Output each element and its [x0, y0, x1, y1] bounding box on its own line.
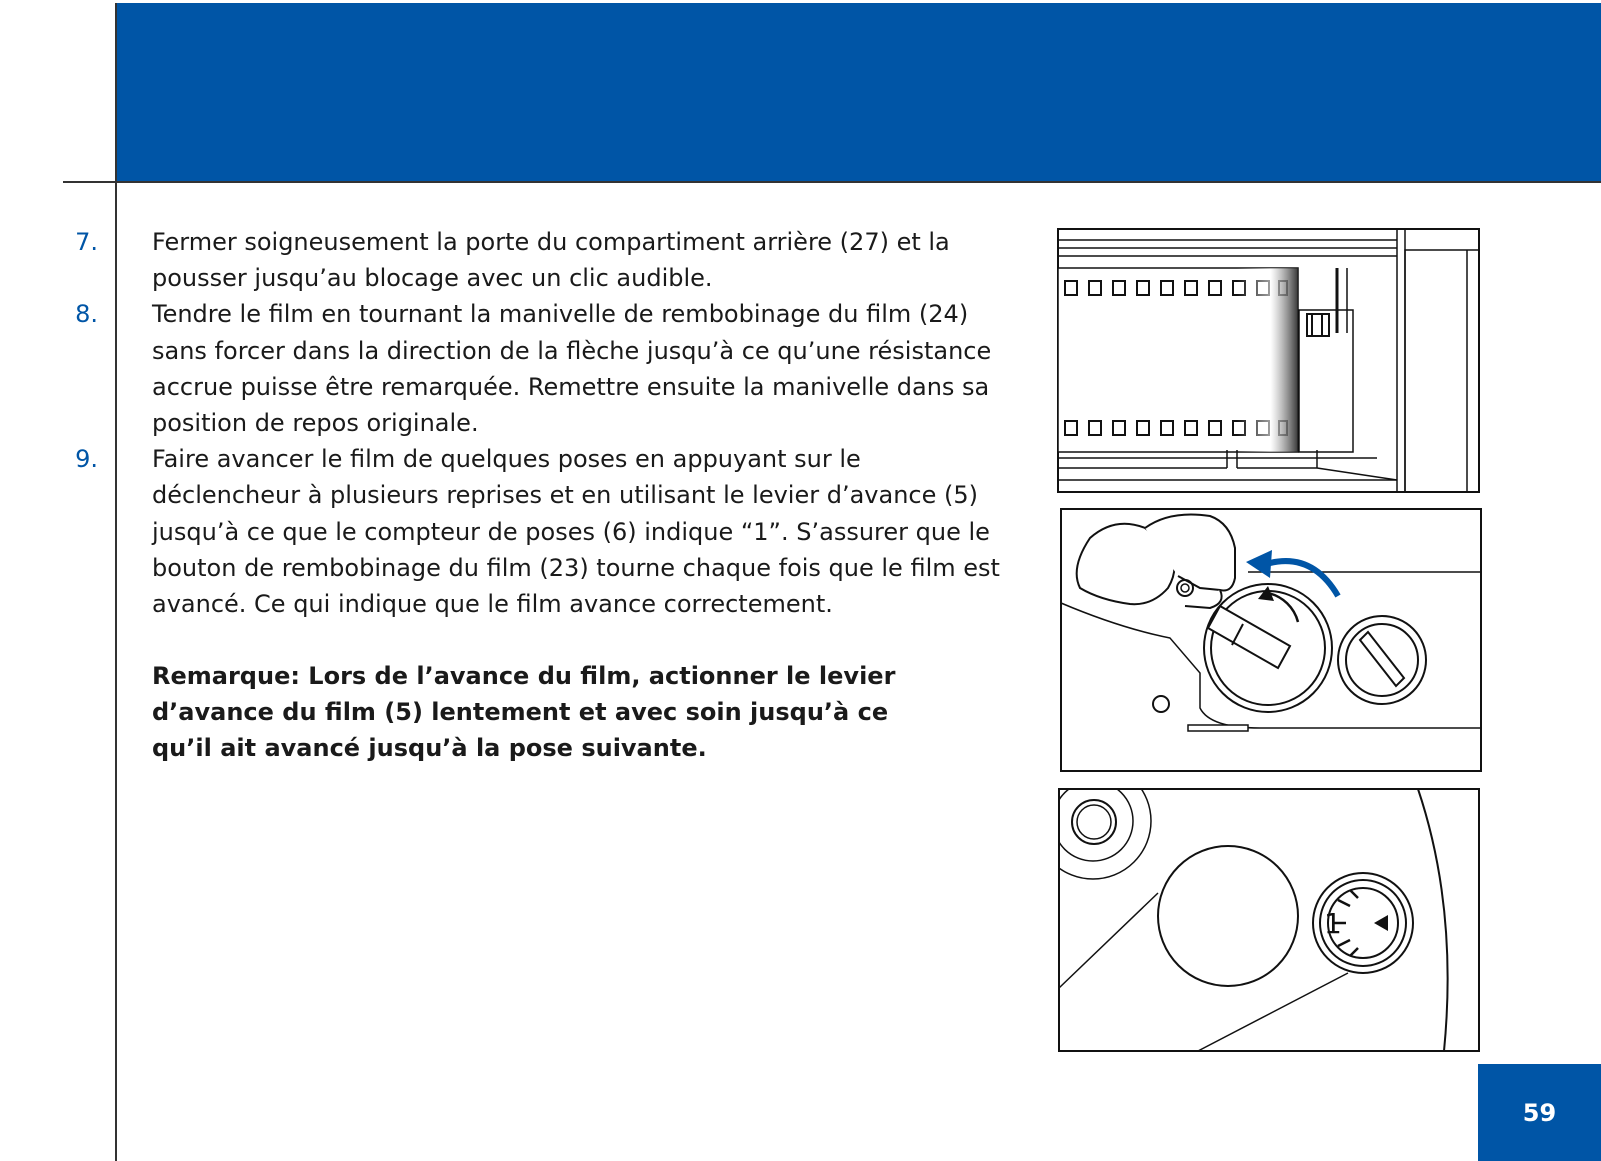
step-text: Faire avancer le film de quelques poses en appuyant sur le déclencheur à plusieurs reprises et en utilisant le levier d’avance (5) jusqu’à ce que le compteur de poses (6) indique “1”. S’assurer que le bouton de rembobinage du film (23) tourne chaque fois que le film est avancé. Ce qui indique que le film avance correctement.	[152, 445, 1000, 619]
step-number: 9.	[75, 445, 98, 474]
frame-counter-illustration	[1058, 788, 1480, 1052]
film-compartment-illustration	[1057, 228, 1480, 493]
page-number-box	[1478, 1064, 1601, 1161]
step-8	[0, 296, 1010, 441]
page-number: 59	[1522, 1098, 1557, 1127]
header-rule	[63, 181, 1601, 183]
steps-list	[0, 224, 1010, 622]
header-band	[116, 3, 1601, 182]
step-text: Tendre le film en tournant la manivelle de rembobinage du film (24) sans forcer dans la direction de la flèche jusqu’à ce qu’une résistance accrue puisse être remarquée. Remettre ensuite la manivelle dans sa position de repos originale.	[152, 300, 992, 438]
rewind-crank-illustration	[1060, 508, 1482, 772]
step-number: 8.	[75, 300, 98, 329]
remark-note: Remarque: Lors de l’avance du film, actionner le levier d’avance du film (5) lentement et avec soin jusqu’à ce qu’il ait avancé jusqu’à la pose suivante.	[152, 662, 896, 762]
step-text: Fermer soigneusement la porte du compartiment arrière (27) et la pousser jusqu’au blocage avec un clic audible.	[152, 228, 950, 293]
frame-counter-digit: 1	[1324, 907, 1342, 940]
step-7	[0, 224, 1010, 296]
step-9	[0, 441, 1010, 622]
step-number: 7.	[75, 228, 98, 256]
